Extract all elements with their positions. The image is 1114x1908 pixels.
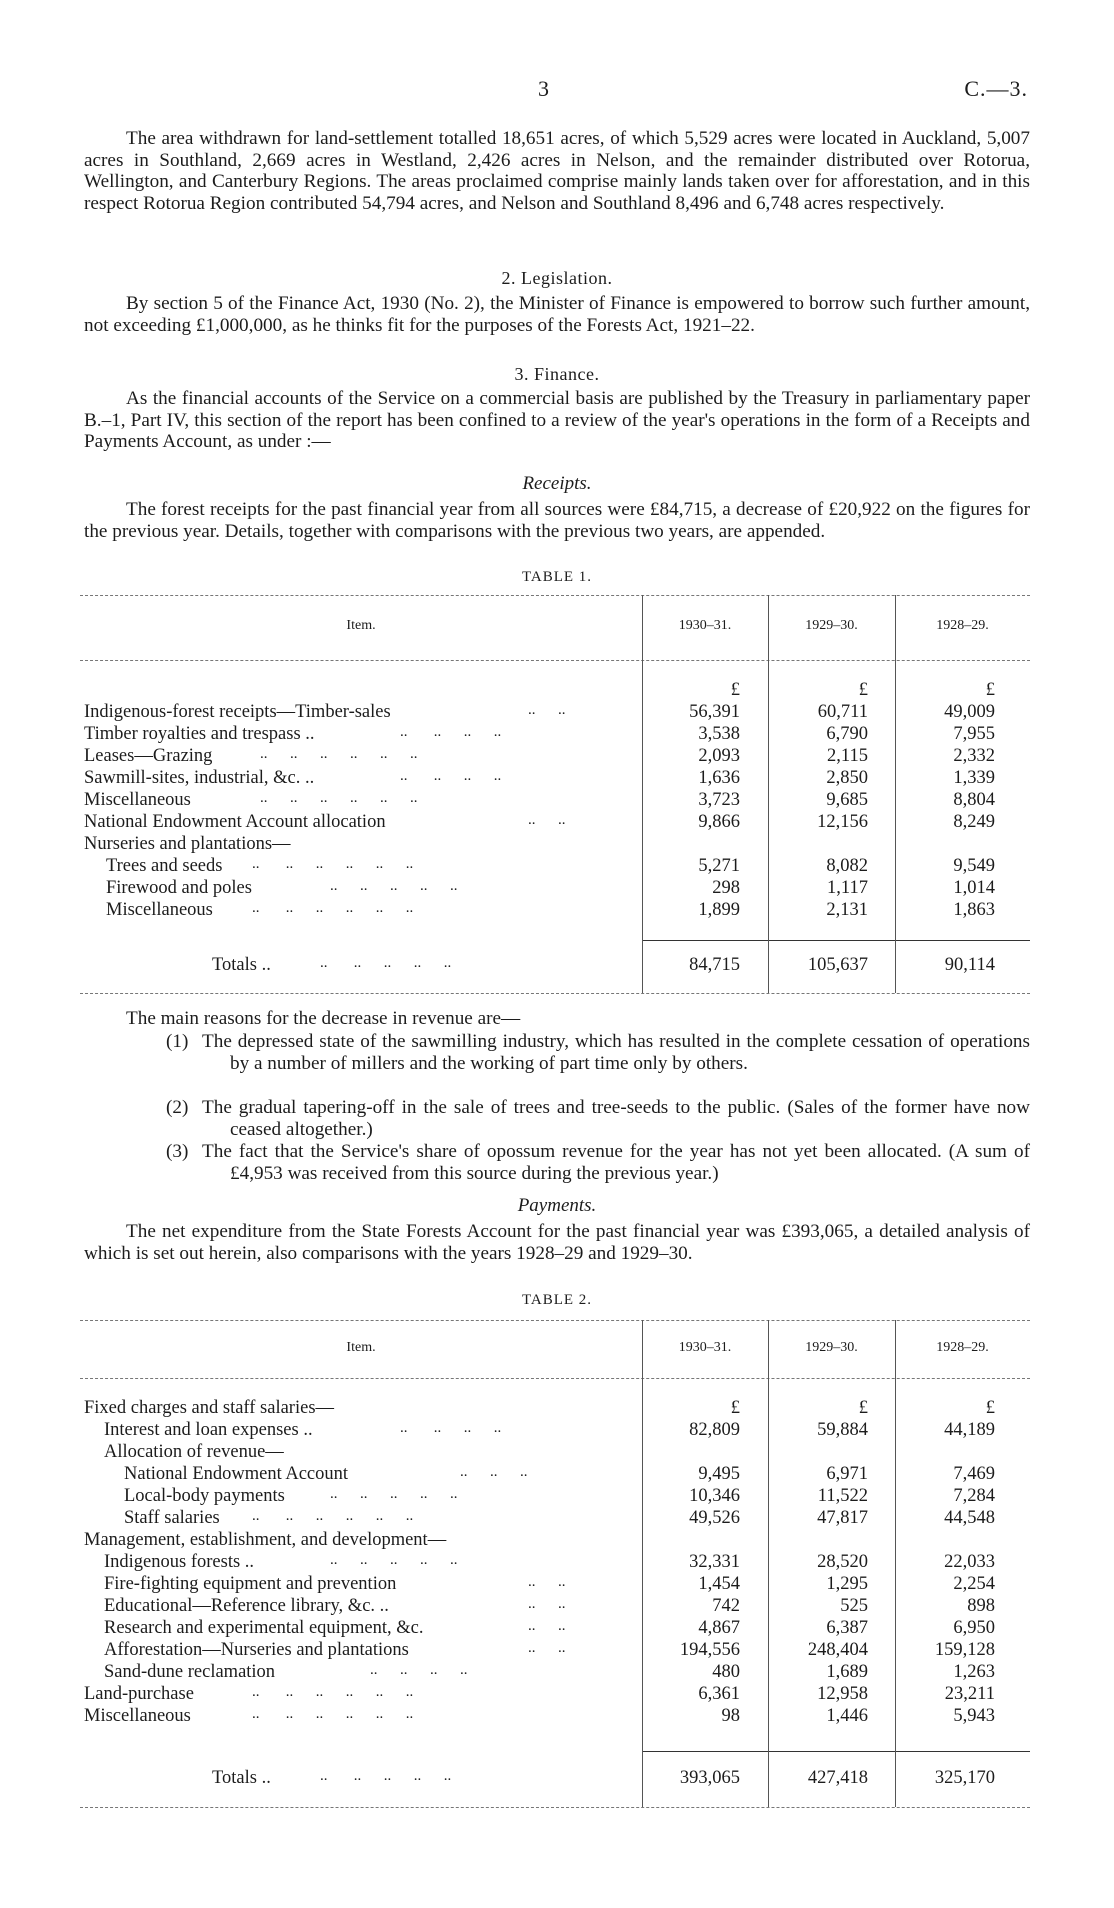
value-1928-29: 44,189 [944, 1420, 995, 1440]
value-1930-31: 9,866 [698, 812, 740, 832]
value-1928-29: 7,469 [953, 1464, 995, 1484]
value-1928-29: 8,249 [953, 812, 995, 832]
value-1930-31: 1,454 [698, 1574, 740, 1594]
table-rule [80, 595, 1030, 596]
table-row [80, 1706, 1030, 1728]
value-1930-31: 32,331 [689, 1552, 740, 1572]
value-1929-30: 9,685 [826, 790, 868, 810]
table-row [80, 790, 1030, 812]
row-group-label: Allocation of revenue— [104, 1442, 284, 1462]
totals-row [80, 955, 1030, 977]
leader-dots: .. .. .. .. .. [320, 955, 452, 971]
table-row [80, 1596, 1030, 1618]
table-row-group [80, 1530, 1030, 1552]
leader-dots: .. .. .. .. .. .. [252, 856, 414, 872]
receipts-table [80, 590, 1030, 996]
value-1930-31: 4,867 [698, 1618, 740, 1638]
table-rule [80, 1807, 1030, 1808]
document-reference: C.—3. [964, 76, 1028, 101]
value-1930-31: 480 [712, 1662, 740, 1682]
table-row [80, 1684, 1030, 1706]
value-1928-29: 7,955 [953, 724, 995, 744]
row-label: Research and experimental equipment, &c. [104, 1618, 424, 1638]
total-1929-30: 427,418 [807, 1768, 868, 1788]
row-group-label: Management, establishment, and development— [84, 1530, 447, 1550]
column-header-year: 1928–29. [936, 1340, 989, 1355]
value-1929-30: 6,387 [826, 1618, 868, 1638]
value-1929-30: 6,971 [826, 1464, 868, 1484]
value-1929-30: 6,790 [826, 724, 868, 744]
value-1928-29: 1,863 [953, 900, 995, 920]
row-label: Indigenous forests .. [104, 1552, 255, 1572]
receipts-heading: Receipts. [522, 473, 592, 494]
value-1930-31: 2,093 [698, 746, 740, 766]
value-1928-29: 6,950 [953, 1618, 995, 1638]
row-label: National Endowment Account allocation [84, 812, 386, 832]
table-1-title: TABLE 1. [521, 569, 593, 585]
value-1928-29: 8,804 [953, 790, 995, 810]
leader-dots: .. .. .. .. .. .. [252, 1508, 414, 1524]
table-row-group [80, 834, 1030, 856]
value-1930-31: 1,636 [698, 768, 740, 788]
table-rule [80, 993, 1030, 994]
land-settlement-paragraph: The area withdrawn for land-settlement totalled 18,651 acres, of which 5,529 acres were located in Auckland, 5,007 acres in Southland, 2,669 acres in Westland, 2,426 acres in Nelson, and the remainder distributed over Rotorua, Wellington, and Canterbury Regions. The areas proclaimed comprise mainly lands taken over for afforestation, and in this respect Rotorua Region contributed 54,794 acres, and Nelson and Southland 8,496 and 6,748 acres respectively. [84, 128, 1030, 214]
currency-symbol: £ [985, 680, 995, 700]
row-label: National Endowment Account [124, 1464, 349, 1484]
value-1928-29: 2,332 [953, 746, 995, 766]
reasons-intro: The main reasons for the decrease in revenue are— [126, 1008, 521, 1029]
table-row [80, 702, 1030, 724]
table-row [80, 1662, 1030, 1684]
value-1929-30: 1,446 [826, 1706, 868, 1726]
value-1929-30: 12,958 [817, 1684, 868, 1704]
leader-dots: .. .. .. [460, 1464, 528, 1480]
value-1929-30: 12,156 [817, 812, 868, 832]
receipts-paragraph: The forest receipts for the past financial year from all sources were £84,715, a decrease of £20,922 on the figures for the previous year. Details, together with comparisons with the previous two years, are appended. [84, 499, 1030, 542]
table-row [80, 812, 1030, 834]
total-1930-31: 84,715 [689, 955, 740, 975]
row-label: Leases—Grazing [84, 746, 213, 766]
totals-rule [642, 940, 1030, 941]
leader-dots: .. .. .. .. .. [330, 878, 458, 894]
row-label: Fire-fighting equipment and prevention [104, 1574, 397, 1594]
row-label: Educational—Reference library, &c. .. [104, 1596, 389, 1616]
value-1930-31: 9,495 [698, 1464, 740, 1484]
leader-dots: .. .. .. .. .. [320, 1768, 452, 1784]
leader-dots: .. .. [528, 1618, 566, 1634]
reason-text: The depressed state of the sawmilling industry, which has resulted in the complete cessation of operations by a number of millers and the working of part time only by others. [202, 1031, 1030, 1074]
value-1928-29: 7,284 [953, 1486, 995, 1506]
column-header-year: 1928–29. [936, 618, 989, 633]
table-row [80, 746, 1030, 768]
leader-dots: .. .. .. .. [400, 768, 502, 784]
table-row-group [80, 1442, 1030, 1464]
table-rule [80, 1320, 1030, 1321]
row-label: Trees and seeds [106, 856, 223, 876]
table-row [80, 856, 1030, 878]
reason-number: (2) [166, 1097, 189, 1118]
row-label: Timber royalties and trespass .. [84, 724, 315, 744]
table-row [80, 900, 1030, 922]
column-header-year: 1930–31. [678, 1340, 732, 1355]
value-1929-30: 525 [840, 1596, 868, 1616]
totals-rule [642, 1751, 1030, 1752]
table-row [80, 878, 1030, 900]
column-header-item: Item. [346, 618, 376, 633]
row-label: Miscellaneous [84, 1706, 191, 1726]
payments-paragraph: The net expenditure from the State Forests Account for the past financial year was £393,065, a detailed analysis of which is set out herein, also comparisons with the years 1928–29 and 1929–30. [84, 1221, 1030, 1264]
legislation-heading: 2. Legislation. [501, 268, 613, 288]
leader-dots: .. .. .. .. .. [330, 1552, 458, 1568]
totals-row [80, 1768, 1030, 1790]
leader-dots: .. .. .. .. .. [330, 1486, 458, 1502]
value-1928-29: 1,263 [953, 1662, 995, 1682]
leader-dots: .. .. .. .. .. .. [252, 1706, 414, 1722]
value-1929-30: 11,522 [817, 1486, 868, 1506]
leader-dots: .. .. [528, 702, 566, 718]
table-rule [80, 1378, 1030, 1379]
legislation-paragraph: By section 5 of the Finance Act, 1930 (No. 2), the Minister of Finance is empowered to borrow such further amount, not exceeding £1,000,000, as he thinks fit for the purposes of the Forests Act, 1921–22. [84, 293, 1030, 336]
table-row [80, 768, 1030, 790]
value-1930-31: 10,346 [689, 1486, 740, 1506]
value-1928-29: 49,009 [944, 702, 995, 722]
table-row [80, 1464, 1030, 1486]
value-1928-29: 9,549 [953, 856, 995, 876]
value-1929-30: 8,082 [826, 856, 868, 876]
value-1929-30: 1,689 [826, 1662, 868, 1682]
currency-symbol: £ [730, 1398, 740, 1418]
table-row [80, 1486, 1030, 1508]
value-1929-30: 2,115 [827, 746, 868, 766]
leader-dots: .. .. .. .. [400, 724, 502, 740]
value-1930-31: 6,361 [698, 1684, 740, 1704]
value-1929-30: 2,131 [826, 900, 868, 920]
payments-table [80, 1316, 1030, 1816]
value-1928-29: 22,033 [944, 1552, 995, 1572]
value-1930-31: 194,556 [679, 1640, 740, 1660]
reason-text: The fact that the Service's share of opossum revenue for the year has not yet been allocated. (A sum of £4,953 was received from this source during the previous year.) [202, 1141, 1030, 1184]
value-1930-31: 98 [721, 1706, 740, 1726]
table-row [80, 1508, 1030, 1530]
currency-symbol: £ [858, 680, 868, 700]
reason-item [166, 1097, 1030, 1140]
value-1930-31: 3,723 [698, 790, 740, 810]
leader-dots: .. .. .. .. .. .. [252, 900, 414, 916]
value-1928-29: 159,128 [934, 1640, 995, 1660]
value-1929-30: 60,711 [817, 702, 868, 722]
table-rule [80, 660, 1030, 661]
totals-label: Totals .. [212, 955, 271, 975]
value-1930-31: 298 [712, 878, 740, 898]
page-number: 3 [538, 76, 549, 101]
value-1928-29: 898 [967, 1596, 995, 1616]
leader-dots: .. .. .. .. [400, 1420, 502, 1436]
value-1930-31: 56,391 [689, 702, 740, 722]
value-1929-30: 248,404 [807, 1640, 868, 1660]
finance-heading: 3. Finance. [514, 364, 600, 384]
currency-symbol: £ [730, 680, 740, 700]
currency-row [80, 680, 1030, 702]
leader-dots: .. .. .. .. .. .. [252, 1684, 414, 1700]
row-label: Staff salaries [124, 1508, 220, 1528]
reason-text: The gradual tapering-off in the sale of trees and tree-seeds to the public. (Sales of the former have now ceased altogether.) [202, 1097, 1030, 1140]
leader-dots: .. .. .. .. .. .. [260, 746, 418, 762]
value-1928-29: 1,014 [953, 878, 995, 898]
totals-label: Totals .. [212, 1768, 271, 1788]
value-1930-31: 82,809 [689, 1420, 740, 1440]
row-label: Land-purchase [84, 1684, 194, 1704]
table-row [80, 1552, 1030, 1574]
total-1929-30: 105,637 [807, 955, 868, 975]
leader-dots: .. .. .. .. .. .. [260, 790, 418, 806]
column-header-year: 1929–30. [805, 618, 858, 633]
table-2-title: TABLE 2. [521, 1292, 593, 1308]
value-1929-30: 1,295 [826, 1574, 868, 1594]
row-label: Firewood and poles [106, 878, 252, 898]
value-1929-30: 59,884 [817, 1420, 868, 1440]
column-header-year: 1929–30. [805, 1340, 858, 1355]
payments-heading: Payments. [517, 1195, 597, 1216]
table-row [80, 1420, 1030, 1442]
value-1929-30: 1,117 [827, 878, 868, 898]
currency-symbol: £ [858, 1398, 868, 1418]
table-row [80, 724, 1030, 746]
value-1929-30: 47,817 [817, 1508, 868, 1528]
value-1928-29: 44,548 [944, 1508, 995, 1528]
leader-dots: .. .. [528, 1596, 566, 1612]
leader-dots: .. .. [528, 1640, 566, 1656]
value-1930-31: 49,526 [689, 1508, 740, 1528]
column-header-item: Item. [346, 1340, 376, 1355]
table-row [80, 1618, 1030, 1640]
row-group-label: Fixed charges and staff salaries— [84, 1398, 335, 1418]
row-label: Interest and loan expenses .. [104, 1420, 313, 1440]
finance-paragraph: As the financial accounts of the Service on a commercial basis are published by the Treasury in parliamentary paper B.–1, Part IV, this section of the report has been confined to a review of the year's operations in the form of a Receipts and Payments Account, as under :— [84, 388, 1030, 452]
total-1928-29: 325,170 [934, 1768, 995, 1788]
reason-item [166, 1141, 1030, 1184]
value-1928-29: 1,339 [953, 768, 995, 788]
table-row-group [80, 1398, 1030, 1420]
reason-number: (3) [166, 1141, 189, 1162]
table-row [80, 1640, 1030, 1662]
row-label: Sawmill-sites, industrial, &c. .. [84, 768, 315, 788]
total-1930-31: 393,065 [679, 1768, 740, 1788]
value-1929-30: 2,850 [826, 768, 868, 788]
total-1928-29: 90,114 [944, 955, 995, 975]
value-1930-31: 742 [712, 1596, 740, 1616]
table-row [80, 1574, 1030, 1596]
leader-dots: .. .. [528, 1574, 566, 1590]
column-header-year: 1930–31. [678, 618, 732, 633]
row-group-label: Nurseries and plantations— [84, 834, 291, 854]
value-1928-29: 23,211 [944, 1684, 995, 1704]
page-header [0, 76, 1114, 102]
value-1928-29: 2,254 [953, 1574, 995, 1594]
row-label: Afforestation—Nurseries and plantations [104, 1640, 409, 1660]
leader-dots: .. .. .. .. [370, 1662, 468, 1678]
currency-symbol: £ [985, 1398, 995, 1418]
value-1930-31: 3,538 [698, 724, 740, 744]
value-1929-30: 28,520 [817, 1552, 868, 1572]
reason-number: (1) [166, 1031, 189, 1052]
row-label: Local-body payments [124, 1486, 285, 1506]
value-1928-29: 5,943 [953, 1706, 995, 1726]
row-label: Indigenous-forest receipts—Timber-sales [84, 702, 391, 722]
row-label: Sand-dune reclamation [104, 1662, 276, 1682]
row-label: Miscellaneous [106, 900, 213, 920]
reason-item [166, 1031, 1030, 1074]
leader-dots: .. .. [528, 812, 566, 828]
value-1930-31: 5,271 [698, 856, 740, 876]
value-1930-31: 1,899 [698, 900, 740, 920]
row-label: Miscellaneous [84, 790, 191, 810]
